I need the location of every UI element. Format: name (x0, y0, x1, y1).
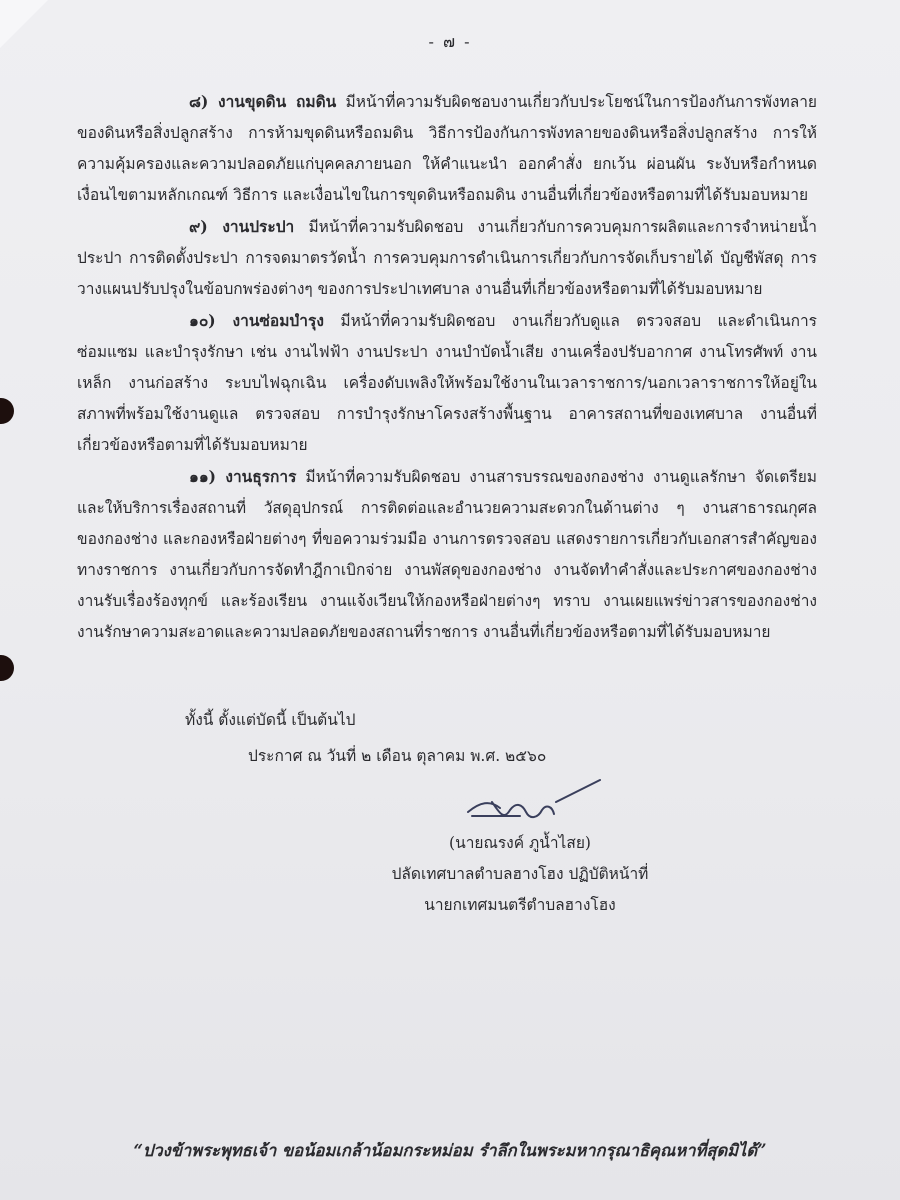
signer-name: (นายณรงค์ ภูน้ำไสย) (449, 834, 591, 852)
section-heading: ๘) งานขุดดิน ถมดิน (189, 92, 337, 111)
section-body: มีหน้าที่ความรับผิดชอบงานเกี่ยวกับประโยชน์ในการป้องกันการพังทลายของดินหรือสิ่งปลูกสร้าง การห้ามขุดดินหรือถมดิน วิธีการป้องกันการพังทลายของดินหรือสิ่งปลูกสร้าง การให้ความคุ้มครองและความปลอดภัยแก่บุคคลภายนอก ให้คำแนะนำ ออกคำสั่ง ยกเว้น ผ่อนผัน ระงับหรือกำหนดเงื่อนไขตามหลักเกณฑ์ วิธีการ และเงื่อนไขในการขุดดินหรือถมดิน งานอื่นที่เกี่ยวข้องหรือตามที่ได้รับมอบหมาย (77, 93, 817, 204)
closing-statement: ทั้งนี้ ตั้งแต่บัดนี้ เป็นต้นไป (185, 711, 356, 729)
section-11 (77, 461, 817, 648)
section-body: มีหน้าที่ความรับผิดชอบ งานสารบรรณของกองช่าง งานดูแลรักษา จัดเตรียมและให้บริการเรื่องสถานที่ วัสดุอุปกรณ์ การติดต่อและอำนวยความสะดวกในด้านต่าง ๆ งานสาธารณกุศลของกองช่าง และกองหรือฝ่ายต่างๆ ที่ขอความร่วมมือ งานการตรวจสอบ แสดงรายการเกี่ยวกับเอกสารสำคัญของทางราชการ งานเกี่ยวกับการจัดทำฎีกาเบิกจ่าย งานพัสดุของกองช่าง งานจัดทำคำสั่งและประกาศของกองช่าง งานรับเรื่องร้องทุกข์ และร้องเรียน งานแจ้งเวียนให้กองหรือฝ่ายต่างๆ ทราบ งานเผยแพร่ข่าวสารของกองช่าง งานรักษาความสะอาดและความปลอดภัยของสถานที่ราชการ งานอื่นที่เกี่ยวข้องหรือตามที่ได้รับมอบหมาย (77, 468, 817, 641)
section-heading: ๑๐) งานซ่อมบำรุง (189, 311, 324, 330)
punch-hole-lower (0, 655, 14, 681)
footer-quote: “ปวงข้าพระพุทธเจ้า ขอน้อมเกล้าน้อมกระหม่อม รำลึกในพระมหากรุณาธิคุณหาที่สุดมิได้” (133, 1141, 767, 1160)
section-list (77, 86, 817, 648)
section-9 (77, 211, 817, 305)
signer-position: ปลัดเทศบาลตำบลฮางโฮง ปฏิบัติหน้าที่ (391, 865, 649, 883)
page-number: - ๗ - (428, 32, 472, 51)
punch-hole-upper (0, 398, 14, 424)
section-10 (77, 305, 817, 461)
section-body: มีหน้าที่ความรับผิดชอบ งานเกี่ยวกับการควบคุมการผลิตและการจำหน่ายน้ำประปา การติดตั้งประปา การจดมาตรวัดน้ำ การควบคุมการดำเนินการเกี่ยวกับการจัดเก็บรายได้ บัญชีพัสดุ การวางแผนปรับปรุงในข้อบกพร่องต่างๆ ของการประปาเทศบาล งานอื่นที่เกี่ยวข้องหรือตามที่ได้รับมอบหมาย (77, 218, 817, 298)
section-8 (77, 86, 817, 211)
announcement-date: ประกาศ ณ วันที่ ๒ เดือน ตุลาคม พ.ศ. ๒๕๖๐ (248, 747, 547, 765)
section-heading: ๙) งานประปา (189, 217, 295, 236)
signer-acting-as: นายกเทศมนตรีตำบลฮางโฮง (424, 896, 616, 914)
handwritten-signature (460, 772, 610, 832)
section-body: มีหน้าที่ความรับผิดชอบ งานเกี่ยวกับดูแล ตรวจสอบ และดำเนินการซ่อมแซม และบำรุงรักษา เช่น งานไฟฟ้า งานประปา งานบำบัดน้ำเสีย งานเครื่องปรับอากาศ งานโทรศัพท์ งานเหล็ก งานก่อสร้าง ระบบไฟฉุกเฉิน เครื่องดับเพลิงให้พร้อมใช้งานในเวลาราชการ/นอกเวลาราชการให้อยู่ในสภาพที่พร้อมใช้งานดูแล ตรวจสอบ การบำรุงรักษาโครงสร้างพื้นฐาน อาคารสถานที่ของเทศบาล งานอื่นที่เกี่ยวข้องหรือตามที่ได้รับมอบหมาย (77, 312, 817, 454)
section-heading: ๑๑) งานธุรการ (189, 467, 297, 486)
signature-block (370, 828, 670, 921)
